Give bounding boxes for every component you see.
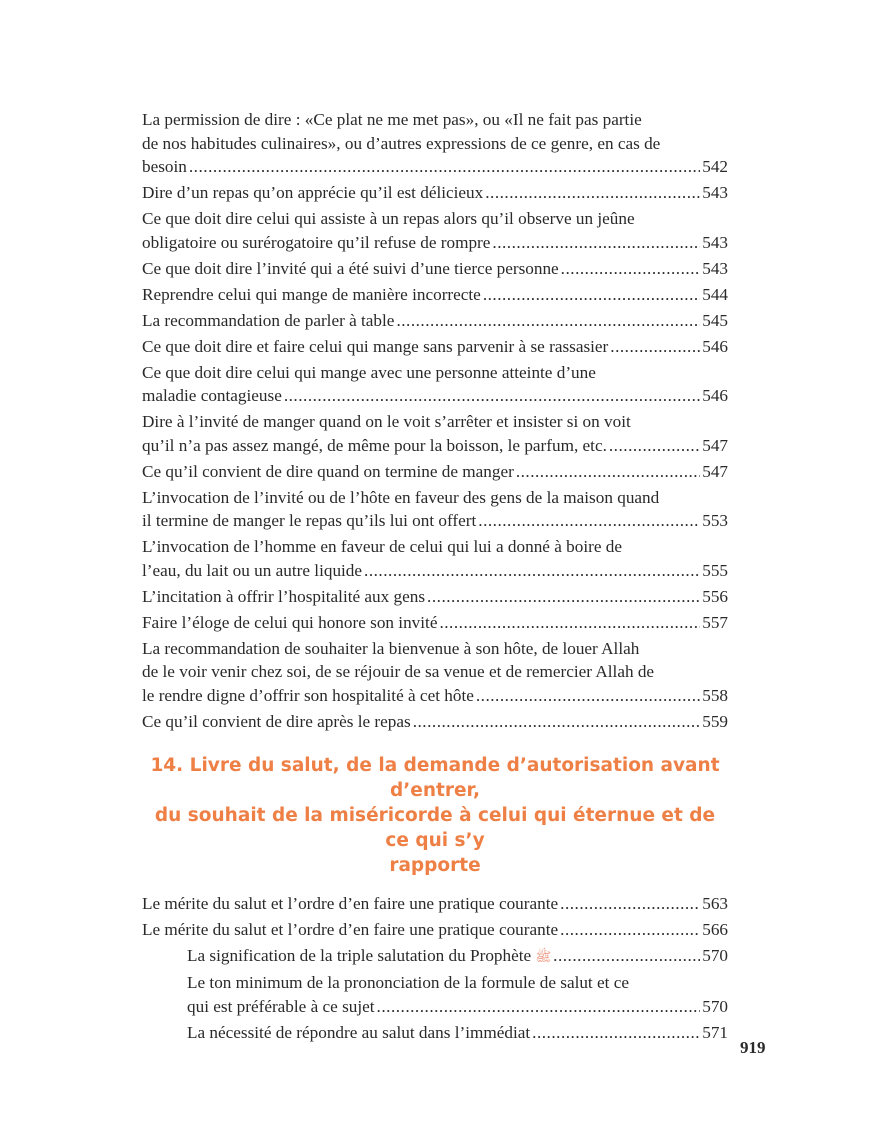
toc-entry-title [142, 892, 558, 916]
toc-entry-title-text: Ce que doit dire et faire celui qui mange sans parvenir à se rassasier [142, 336, 609, 356]
toc-entry-final-line [142, 559, 728, 583]
toc-page-number: 557 [702, 612, 728, 632]
dot-leader [189, 155, 700, 179]
dot-leader [610, 335, 700, 359]
dot-leader [377, 995, 701, 1019]
dot-leader [532, 1021, 700, 1045]
toc-page-number: 543 [702, 258, 728, 278]
dot-leader [561, 257, 701, 281]
toc-entry [187, 944, 728, 969]
toc-page-number: 570 [702, 946, 728, 965]
toc-entry-final-line [142, 585, 728, 609]
dot-leader [284, 384, 700, 408]
toc-entry-title-text: Reprendre celui qui mange de manière incorrecte [142, 284, 481, 304]
toc-entry-title [142, 509, 476, 533]
dot-leader [560, 892, 700, 916]
toc-entry-title-text: qui est préférable à ce sujet [187, 996, 375, 1016]
toc-page-number: 559 [702, 711, 728, 731]
toc-entry-final-line [142, 434, 728, 458]
toc-entry-title [142, 384, 282, 408]
toc-entry [187, 1021, 728, 1045]
toc-entry-title [187, 995, 375, 1019]
toc-entry-text-line: L’invocation de l’invité ou de l’hôte en faveur des gens de la maison quand [142, 487, 660, 507]
toc-entry [142, 918, 728, 942]
toc-entry-final-line [187, 1021, 728, 1045]
dot-leader [427, 585, 700, 609]
toc-list-top [142, 108, 728, 733]
toc-entry-text-line: Ce que doit dire celui qui mange avec une personne atteinte d’une [142, 362, 596, 382]
toc-entry [142, 611, 728, 635]
toc-entry-final-line [142, 335, 728, 359]
toc-entry-final-line [142, 257, 728, 281]
toc-page-number: 566 [702, 920, 728, 939]
toc-entry [142, 892, 728, 916]
toc-entry-text-line: de nos habitudes culinaires», ou d’autres expressions de ce genre, en cas de [142, 133, 661, 153]
section-heading [142, 753, 728, 878]
toc-entry [142, 309, 728, 333]
toc-entry-title-text: l’eau, du lait ou un autre liquide [142, 560, 363, 580]
dot-leader [560, 918, 700, 942]
toc-entry [142, 410, 728, 457]
toc-entry-title-text: Ce qu’il convient de dire après le repas [142, 711, 411, 731]
toc-entry-title [142, 181, 483, 205]
dot-leader [476, 684, 700, 708]
toc-page-number: 543 [702, 183, 728, 202]
toc-entry-title-text: La nécessité de répondre au salut dans l’immédiat [187, 1022, 531, 1042]
toc-entry [142, 207, 728, 254]
toc-entry-final-line [142, 384, 728, 408]
toc-page-number: 563 [702, 894, 728, 913]
toc-entry-title [142, 155, 187, 179]
dot-leader [478, 509, 700, 533]
toc-page-number: 553 [702, 511, 728, 530]
dot-leader [516, 460, 700, 484]
toc-entry-final-line [187, 944, 728, 969]
toc-entry-final-line [142, 611, 728, 635]
toc-entry-text-line: L’invocation de l’homme en faveur de celui qui lui a donné à boire de [142, 537, 622, 556]
dot-leader [439, 611, 700, 635]
toc-entry-title [142, 918, 558, 942]
toc-entry-title-text: maladie contagieuse [142, 386, 282, 405]
dot-leader [396, 309, 700, 333]
toc-entry-title-text: Le mérite du salut et l’ordre d’en faire une pratique courante [142, 894, 559, 913]
toc-entry-text-line: Ce que doit dire celui qui assiste à un repas alors qu’il observe un jeûne [142, 209, 635, 228]
dot-leader [609, 434, 700, 458]
toc-entry-final-line [187, 995, 728, 1019]
toc-entry-title [187, 944, 551, 969]
toc-entry-title [142, 710, 411, 734]
toc-page-number: 547 [702, 435, 728, 455]
dot-leader [364, 559, 700, 583]
toc-entry-title-text: La recommandation de parler à table [142, 310, 395, 330]
toc-entry-title-text: il termine de manger le repas qu’ils lui ont offert [142, 511, 477, 530]
toc-entry-final-line [142, 892, 728, 916]
toc-entry-title-text: La signification de la triple salutation du Prophète [187, 946, 532, 965]
toc-entry-final-line [142, 181, 728, 205]
toc-sublist [187, 944, 728, 1044]
toc-entry-title-text: Dire d’un repas qu’on apprécie qu’il est délicieux [142, 183, 484, 202]
toc-page-number: 555 [702, 560, 728, 580]
toc-entry-title [142, 231, 490, 255]
toc-entry-title [142, 434, 607, 458]
toc-page-number: 543 [702, 232, 728, 252]
page-number: 919 [740, 1038, 766, 1057]
toc-entry-title [142, 585, 425, 609]
section-heading-line: 14. Livre du salut, de la demande d’autorisation avant d’entrer, [150, 755, 720, 801]
toc-entry [142, 460, 728, 484]
toc-page-number: 571 [702, 1022, 728, 1042]
toc-entry-final-line [142, 460, 728, 484]
toc-entry-text-line: Le ton minimum de la prononciation de la formule de salut et ce [187, 973, 629, 992]
toc-list-bottom [142, 892, 728, 942]
toc-entry [142, 108, 728, 179]
toc-page [142, 108, 728, 1047]
section-heading-line: rapporte [389, 855, 481, 876]
prophet-salutation-icon: ﷺ [535, 949, 552, 964]
toc-entry [142, 283, 728, 307]
toc-entry-final-line [142, 918, 728, 942]
toc-entry-final-line [142, 155, 728, 179]
toc-page-number: 556 [702, 586, 728, 606]
toc-page-number: 558 [702, 685, 728, 705]
toc-entry-final-line [142, 309, 728, 333]
toc-page-number: 544 [702, 284, 728, 304]
toc-page-number: 545 [702, 310, 728, 330]
toc-entry [142, 637, 728, 708]
toc-entry [142, 486, 728, 533]
toc-entry-title [142, 257, 559, 281]
toc-page-number: 546 [702, 336, 728, 356]
toc-entry-text-line: de le voir venir chez soi, de se réjouir de sa venue et de remercier Allah de [142, 662, 655, 681]
toc-entry-final-line [142, 231, 728, 255]
toc-entry-text-line: La permission de dire : «Ce plat ne me met pas», ou «Il ne fait pas partie [142, 110, 642, 129]
toc-page-number: 570 [702, 996, 728, 1016]
toc-entry [142, 335, 728, 359]
dot-leader [492, 231, 700, 255]
toc-entry-title-text: obligatoire ou surérogatoire qu’il refuse de rompre [142, 232, 491, 252]
toc-entry [187, 971, 728, 1018]
toc-entry [142, 361, 728, 408]
dot-leader [485, 181, 700, 205]
toc-entry-title [142, 684, 474, 708]
toc-entry-title-text: le rendre digne d’offrir son hospitalité à cet hôte [142, 685, 474, 705]
toc-entry-title [142, 335, 608, 359]
toc-entry-title-text: Ce que doit dire l’invité qui a été suivi d’une tierce personne [142, 258, 559, 278]
toc-entry [142, 585, 728, 609]
toc-entry-final-line [142, 684, 728, 708]
toc-entry-title-text: qu’il n’a pas assez mangé, de même pour la boisson, le parfum, etc. [142, 435, 607, 455]
toc-entry-title [142, 611, 437, 635]
section-heading-line: du souhait de la miséricorde à celui qui éternue et de ce qui s’y [154, 805, 716, 851]
toc-entry-final-line [142, 710, 728, 734]
toc-entry-text-line: Dire à l’invité de manger quand on le voit s’arrêter et insister si on voit [142, 412, 631, 431]
toc-entry-title [142, 283, 481, 307]
toc-entry-title [187, 1021, 530, 1045]
toc-page-number: 546 [702, 386, 728, 405]
toc-entry-title-text: Le mérite du salut et l’ordre d’en faire une pratique courante [142, 920, 559, 939]
dot-leader [553, 944, 700, 968]
toc-entry-title [142, 559, 362, 583]
toc-entry-final-line [142, 283, 728, 307]
toc-entry-title-text: Faire l’éloge de celui qui honore son invité [142, 612, 438, 632]
toc-page-number: 547 [702, 461, 728, 481]
dot-leader [413, 710, 701, 734]
toc-entry [142, 181, 728, 205]
toc-entry-final-line [142, 509, 728, 533]
toc-entry-title-text: besoin [142, 157, 187, 176]
toc-entry [142, 257, 728, 281]
dot-leader [483, 283, 700, 307]
toc-page-number: 542 [702, 157, 728, 176]
toc-entry-text-line: La recommandation de souhaiter la bienvenue à son hôte, de louer Allah [142, 638, 640, 658]
toc-entry-title-text: Ce qu’il convient de dire quand on termine de manger [142, 461, 514, 481]
toc-entry-title [142, 460, 514, 484]
toc-entry-title [142, 309, 394, 333]
toc-entry [142, 535, 728, 582]
toc-entry-title-text: L’incitation à offrir l’hospitalité aux gens [142, 586, 426, 606]
toc-entry [142, 710, 728, 734]
